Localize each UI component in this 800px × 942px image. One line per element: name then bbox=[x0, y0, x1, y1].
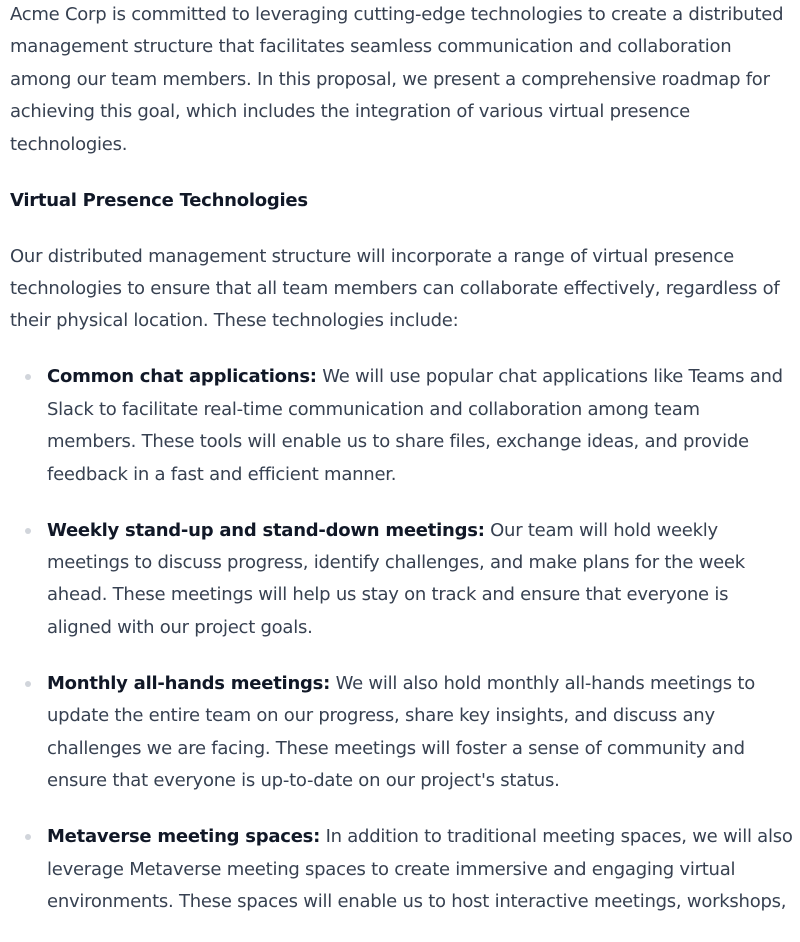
list-item bbox=[10, 668, 794, 798]
list-item bbox=[10, 361, 794, 491]
intro-paragraph: Acme Corp is committed to leveraging cutting-edge technologies to create a distributed management structure that facilitates seamless communication and collaboration among our team members. In this proposal, we present a comprehensive roadmap for achieving this goal, which includes the integration of various virtual presence technologies. bbox=[10, 4, 784, 155]
bullet-icon bbox=[25, 374, 31, 380]
bullet-icon bbox=[25, 528, 31, 534]
technology-list bbox=[10, 361, 794, 918]
list-item-title: Common chat applications: bbox=[47, 366, 317, 388]
document bbox=[10, 0, 794, 942]
list-item-body: We will use popular chat applications like Teams and Slack to facilitate real-time communication and collaboration among team members. These tools will enable us to share files, exchange ideas, and provide feedback in a fast and efficient manner. bbox=[47, 366, 783, 485]
list-item-title: Weekly stand-up and stand-down meetings: bbox=[47, 519, 485, 541]
section-heading: Virtual Presence Technologies bbox=[10, 189, 308, 211]
bullet-icon bbox=[25, 681, 31, 687]
list-item-body: In addition to traditional meeting spaces, we will also leverage Metaverse meeting spaces to create immersive and engaging virtual environments. These spaces will enable us to host interactive meetings, workshops, bbox=[47, 826, 793, 912]
list-item-body: Our team will hold weekly meetings to discuss progress, identify challenges, and make plans for the week ahead. These meetings will help us stay on track and ensure that everyone is aligned with our project goals. bbox=[47, 519, 745, 638]
list-item-title: Metaverse meeting spaces: bbox=[47, 826, 321, 848]
list-item-title: Monthly all-hands meetings: bbox=[47, 672, 331, 694]
bullet-icon bbox=[25, 834, 31, 840]
list-item bbox=[10, 515, 794, 645]
list-item bbox=[10, 821, 794, 918]
list-item-body: We will also hold monthly all-hands meetings to update the entire team on our progress, share key insights, and discuss any challenges we are facing. These meetings will foster a sense of community and ensure that everyone is up-to-date on our project's status. bbox=[47, 672, 755, 792]
section-intro-paragraph: Our distributed management structure will incorporate a range of virtual presence technologies to ensure that all team members can collaborate effectively, regardless of their physical location. These technologies include: bbox=[10, 245, 780, 332]
